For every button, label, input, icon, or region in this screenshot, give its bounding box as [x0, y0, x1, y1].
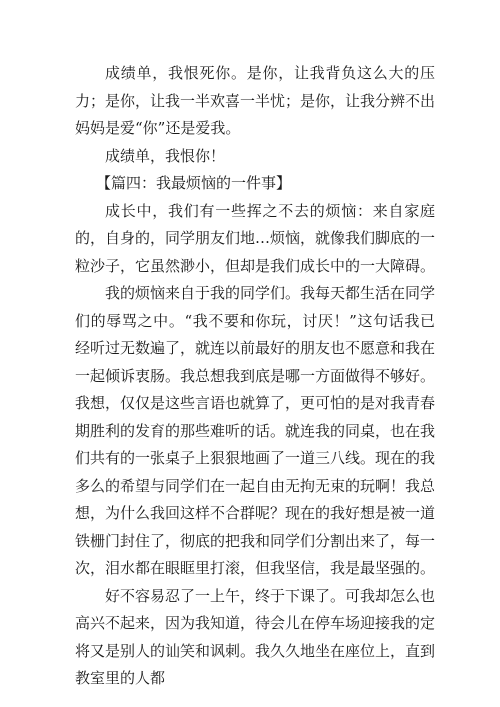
paragraph: 成绩单，我恨你！ — [105, 146, 226, 165]
paragraph: 我的烦恼来自于我的同学们。我每天都生活在同学们的辱骂之中。“我不要和你玩，讨厌！”这句话我已经听过无数遍了，就连以前最好的朋友也不愿意和我在一起倾诉衷肠。我总想我到底是哪一方面做得不够好。我想，仅仅是这些言语也就算了，更可怕的是对我青春期胜利的发育的那些难听的话。就连我的同桌，也在我们共有的一张桌子上狠狠地画了一道三八线。现在的我多么的希望与同学们在一起自由无拘无束的玩啊！我总想，为什么我回这样不合群呢？现在的我好想是被一道铁栅门封住了，彻底的把我和同学们分割出来了，每一次，泪水都在眼眶里打滚，但我坚信，我是最坚强的。 — [75, 284, 436, 577]
paragraph: 成绩单，我恨死你。是你，让我背负这么大的压力；是你，让我一半欢喜一半忧；是你，让我分辨不出妈妈是爱“你”还是爱我。 — [75, 64, 436, 137]
section-heading: 【篇四：我最烦恼的一件事】 — [96, 174, 292, 192]
paragraph: 成长中，我们有一些挥之不去的烦恼：来自家庭的，自身的，同学朋友们地…烦恼，就像我们脚底的一粒沙子，它虽然渺小，但却是我们成长中的一大障碍。 — [75, 201, 436, 275]
document-body — [75, 60, 435, 693]
paragraph: 好不容易忍了一上午，终于下课了。可我却怎么也高兴不起来，因为我知道，待会儿在停车场迎接我的定将又是别人的讪笑和讽刺。我久久地坐在座位上，直到教室里的人都 — [75, 586, 436, 687]
